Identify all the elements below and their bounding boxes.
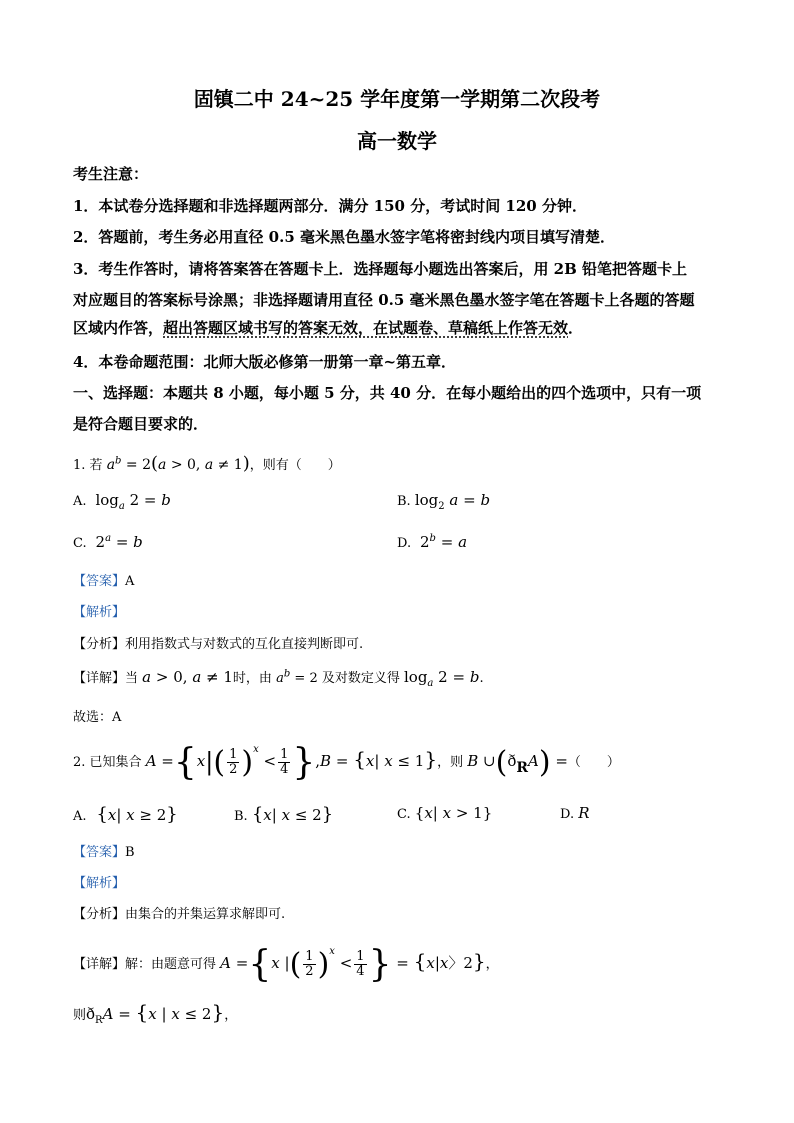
q2-mid: ，则 bbox=[437, 755, 464, 770]
q1-analysis-tag: 【解析】 bbox=[73, 605, 126, 620]
q1-detail-pre: 当 bbox=[125, 671, 139, 686]
q1-option-d-formula: 2$^b$ = a bbox=[415, 533, 468, 551]
q2-option-c-label: C. bbox=[397, 807, 411, 822]
q1-answer bbox=[73, 570, 134, 589]
q2-detail-tag: 【详解】 bbox=[73, 957, 126, 972]
q1-prefix: 1. 若 bbox=[73, 458, 103, 473]
q1-option-b-label: B. bbox=[397, 494, 411, 509]
q2-option-b-formula: {x| x ≤ 2} bbox=[251, 804, 334, 825]
q1-detail-mid: 时，由 bbox=[232, 671, 272, 686]
q1-detail-condition: a > 0, a ≠ 1 bbox=[142, 668, 233, 686]
notice-item-2: 2．答题前，考生务必用直径 0.5 毫米黑色墨水签字笔将密封线内项目填写清楚． bbox=[73, 228, 615, 246]
q1-fenxi bbox=[73, 633, 363, 652]
q2-fenxi bbox=[73, 903, 285, 922]
q1-option-d bbox=[397, 533, 467, 551]
notice-item-3-line-2: 对应题目的答案标号涂黑；非选择题请用直径 0.5 毫米黑色墨水签字笔在答题卡上各题的答题 bbox=[73, 291, 695, 309]
notice-item-3-post: ． bbox=[568, 319, 584, 337]
notice-item-3-pre: 区域内作答， bbox=[73, 319, 164, 337]
q2-detail-pre: 解：由题意可得 bbox=[125, 957, 217, 972]
q1-conclusion: 故选：A bbox=[73, 710, 122, 725]
section-1-heading-line-2: 是符合题目要求的． bbox=[73, 415, 209, 433]
q1-option-d-label: D. bbox=[397, 536, 412, 551]
q1-answer-value: A bbox=[125, 574, 135, 589]
page-subtitle: 高一数学 bbox=[357, 129, 437, 153]
q2-then: 则 bbox=[73, 1008, 87, 1023]
q1-detail-power: $a^b$ bbox=[276, 668, 291, 686]
q1-detail-tag: 【详解】 bbox=[73, 671, 126, 686]
q2-answer-tag: 【答案】 bbox=[73, 845, 126, 860]
q1-suffix: ，则有（ ） bbox=[249, 458, 341, 473]
q2-option-a-formula: {x| x ≥ 2} bbox=[90, 804, 178, 825]
q1-option-b-formula: $\log_2 a = b$ bbox=[414, 491, 491, 512]
q2-suffix: （ ） bbox=[567, 755, 620, 770]
q1-option-c-formula: 2$^a$ = b bbox=[90, 533, 143, 551]
q1-option-b bbox=[397, 491, 490, 512]
q2-set-a: A ={x|( $\frac{1}{2}$ )$^x$ < $\frac{1}{4}$ } bbox=[145, 742, 316, 783]
notice-item-3-line-3 bbox=[73, 317, 583, 338]
q1-analysis bbox=[73, 601, 125, 620]
q2-option-a bbox=[73, 804, 178, 825]
q1-fenxi-tag: 【分析】 bbox=[73, 637, 126, 652]
q2-stem bbox=[73, 742, 620, 783]
q2-fenxi-text: 由集合的并集运算求解即可. bbox=[125, 907, 286, 922]
q1-formula: $a^b = 2(a > 0$, a ≠ 1) bbox=[106, 453, 250, 474]
q2-detail-formula: A ={x |( $\frac{1}{2}$ )$^x$ < $\frac{1}{4}$ } = {x|x〉2} bbox=[220, 944, 486, 985]
q1-answer-tag: 【答案】 bbox=[73, 574, 126, 589]
q1-fenxi-text: 利用指数式与对数式的互化直接判断即可. bbox=[125, 637, 364, 652]
q2-option-d-formula: R bbox=[578, 804, 590, 822]
notice-item-1: 1．本试卷分选择题和非选择题两部分．满分 150 分，考试时间 120 分钟． bbox=[73, 197, 587, 215]
q2-option-b-label: B. bbox=[234, 809, 248, 824]
q1-stem bbox=[73, 453, 341, 474]
q2-answer-value: B bbox=[125, 845, 135, 860]
q1-detail-result: $\log_a 2 = b$ bbox=[403, 668, 480, 689]
q1-option-a bbox=[73, 491, 171, 512]
q2-option-d bbox=[560, 804, 590, 822]
q2-analysis bbox=[73, 872, 125, 891]
q2-option-c-formula: {x| x > 1} bbox=[414, 804, 493, 822]
q2-set-b: ,B = {x| x ≤ 1} bbox=[315, 747, 438, 771]
q2-expression: B ∪(ðRA) = bbox=[467, 745, 568, 780]
q2-option-a-label: A. bbox=[73, 809, 87, 824]
q2-option-d-label: D. bbox=[560, 807, 575, 822]
notice-item-3-line-1: 3．考生作答时，请将答案答在答题卡上．选择题每小题选出答案后，用 2B 铅笔把答题卡上 bbox=[73, 260, 688, 278]
q1-option-a-formula: $\log_a 2 = b$ bbox=[90, 491, 171, 512]
page-title: 固镇二中 24~25 学年度第一学期第二次段考 bbox=[193, 87, 601, 111]
q2-then-end: ， bbox=[224, 1008, 238, 1023]
q2-detail-end: ， bbox=[485, 957, 499, 972]
q1-option-a-label: A. bbox=[73, 494, 87, 509]
notice-label: 考生注意： bbox=[73, 165, 149, 183]
q2-option-c bbox=[397, 804, 492, 822]
q2-complement-formula: $ð_RA = \{x$ | x ≤ 2} bbox=[86, 1000, 225, 1026]
q1-detail: 【详解】当 a > 0, a ≠ 1时，由 $a^b = 2$ 及对数定义得 $\log_a 2 = b$. bbox=[73, 668, 484, 689]
q2-complement bbox=[73, 1000, 237, 1026]
q1-detail-mid2: 2 及对数定义得 bbox=[309, 671, 400, 686]
q2-detail bbox=[73, 944, 499, 985]
q2-answer bbox=[73, 841, 135, 860]
notice-item-3-emphasis: 超出答题区域书写的答案无效，在试题卷、草稿纸上作答无效 bbox=[163, 319, 569, 337]
q2-prefix: 2. 已知集合 bbox=[73, 755, 142, 770]
q1-option-c bbox=[73, 533, 143, 551]
q1-detail-end: . bbox=[479, 671, 484, 686]
q1-option-c-label: C. bbox=[73, 536, 87, 551]
q2-analysis-tag: 【解析】 bbox=[73, 876, 126, 891]
q2-option-b bbox=[234, 804, 333, 825]
section-1-heading-line-1: 一、选择题：本题共 8 小题，每小题 5 分，共 40 分．在每小题给出的四个选项中，只有一项 bbox=[73, 384, 702, 402]
q2-fenxi-tag: 【分析】 bbox=[73, 907, 126, 922]
notice-item-4: 4．本卷命题范围：北师大版必修第一册第一章~第五章． bbox=[73, 353, 457, 371]
